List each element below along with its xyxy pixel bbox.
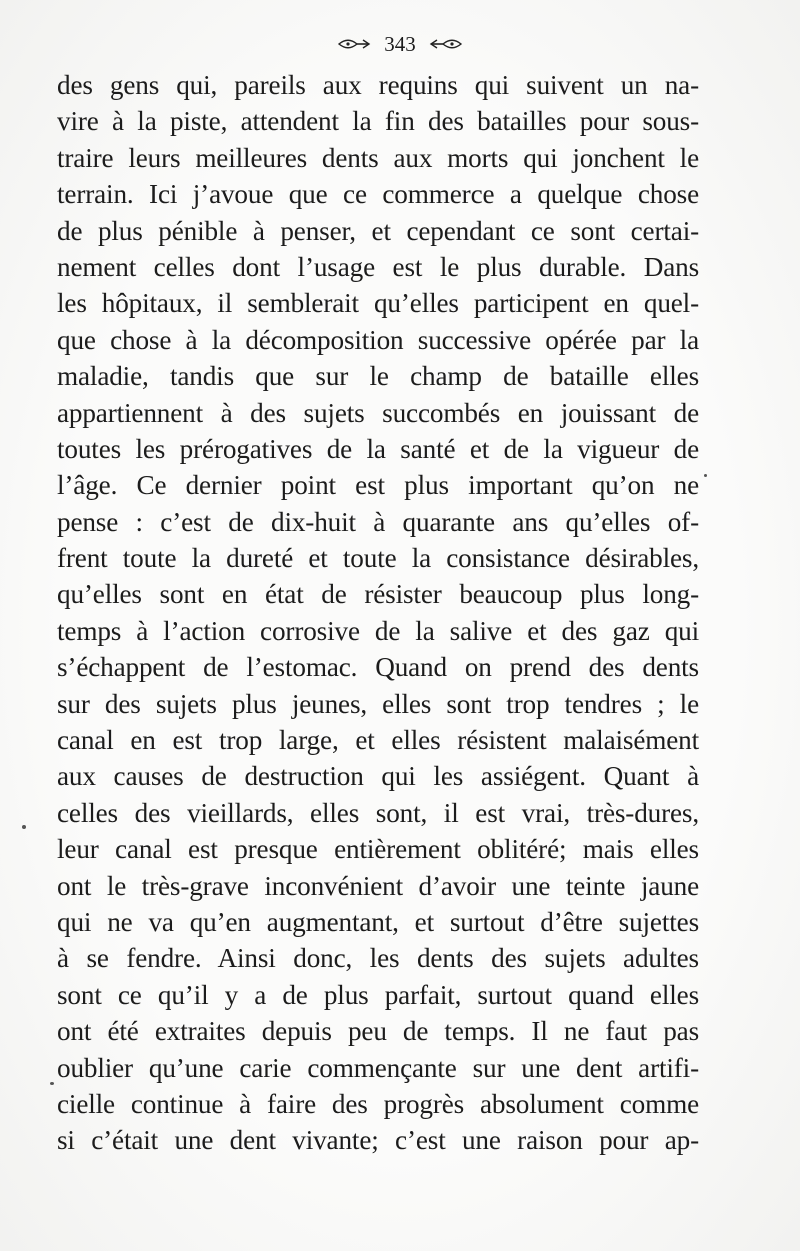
fleuron-right-icon xyxy=(429,37,463,51)
text-line: nement celles dont l’usage est le plus durable. Dans xyxy=(57,251,699,282)
text-line: vire à la piste, attendent la fin des batailles pour sous- xyxy=(57,106,699,137)
text-line: terrain. Ici j’avoue que ce commerce a quelque chose xyxy=(57,179,699,210)
text-line: à se fendre. Ainsi donc, les dents des sujets adultes xyxy=(57,943,699,974)
text-line: canal en est trop large, et elles résistent malaisément xyxy=(57,725,699,756)
running-header xyxy=(0,28,800,58)
text-line: qu’elles sont en état de résister beaucoup plus long- xyxy=(57,579,699,610)
text-line: celles des vieillards, elles sont, il est vrai, très-dures, xyxy=(57,797,699,828)
fleuron-left-icon xyxy=(337,37,371,51)
text-line: frent toute la dureté et toute la consistance désirables, xyxy=(57,543,699,574)
text-line: temps à l’action corrosive de la salive et des gaz qui xyxy=(57,615,699,646)
text-line: si c’était une dent vivante; c’est une raison pour ap- xyxy=(57,1125,699,1156)
ink-speck xyxy=(704,474,707,477)
text-line: ont été extraites depuis peu de temps. Il ne faut pas xyxy=(57,1016,699,1047)
text-line: les hôpitaux, il semblerait qu’elles participent en quel- xyxy=(57,288,699,319)
text-line: cielle continue à faire des progrès absolument comme xyxy=(57,1088,699,1119)
text-line: aux causes de destruction qui les assiégent. Quant à xyxy=(57,761,699,792)
text-line: qui ne va qu’en augmentant, et surtout d’être sujettes xyxy=(57,906,699,937)
text-line: l’âge. Ce dernier point est plus important qu’on ne xyxy=(57,470,699,501)
text-line: de plus pénible à penser, et cependant ce sont certai- xyxy=(57,215,699,246)
ink-speck xyxy=(50,1082,54,1085)
text-line: toutes les prérogatives de la santé et de la vigueur de xyxy=(57,433,699,464)
page-number: 343 xyxy=(384,32,416,57)
text-line: sur des sujets plus jeunes, elles sont trop tendres ; le xyxy=(57,688,699,719)
text-line: que chose à la décomposition successive opérée par la xyxy=(57,324,699,355)
body-text xyxy=(57,67,699,1159)
text-line: pense : c’est de dix-huit à quarante ans qu’elles of- xyxy=(57,506,699,537)
text-line: appartiennent à des sujets succombés en jouissant de xyxy=(57,397,699,428)
text-line: traire leurs meilleures dents aux morts qui jonchent le xyxy=(57,142,699,173)
text-line: s’échappent de l’estomac. Quand on prend des dents xyxy=(57,652,699,683)
text-line: oublier qu’une carie commençante sur une dent artifi- xyxy=(57,1052,699,1083)
text-line: maladie, tandis que sur le champ de bataille elles xyxy=(57,361,699,392)
text-line: des gens qui, pareils aux requins qui suivent un na- xyxy=(57,70,699,100)
text-line: leur canal est presque entièrement oblitéré; mais elles xyxy=(57,834,699,865)
text-line: ont le très-grave inconvénient d’avoir une teinte jaune xyxy=(57,870,699,901)
ink-speck xyxy=(22,825,26,829)
text-line: sont ce qu’il y a de plus parfait, surtout quand elles xyxy=(57,979,699,1010)
